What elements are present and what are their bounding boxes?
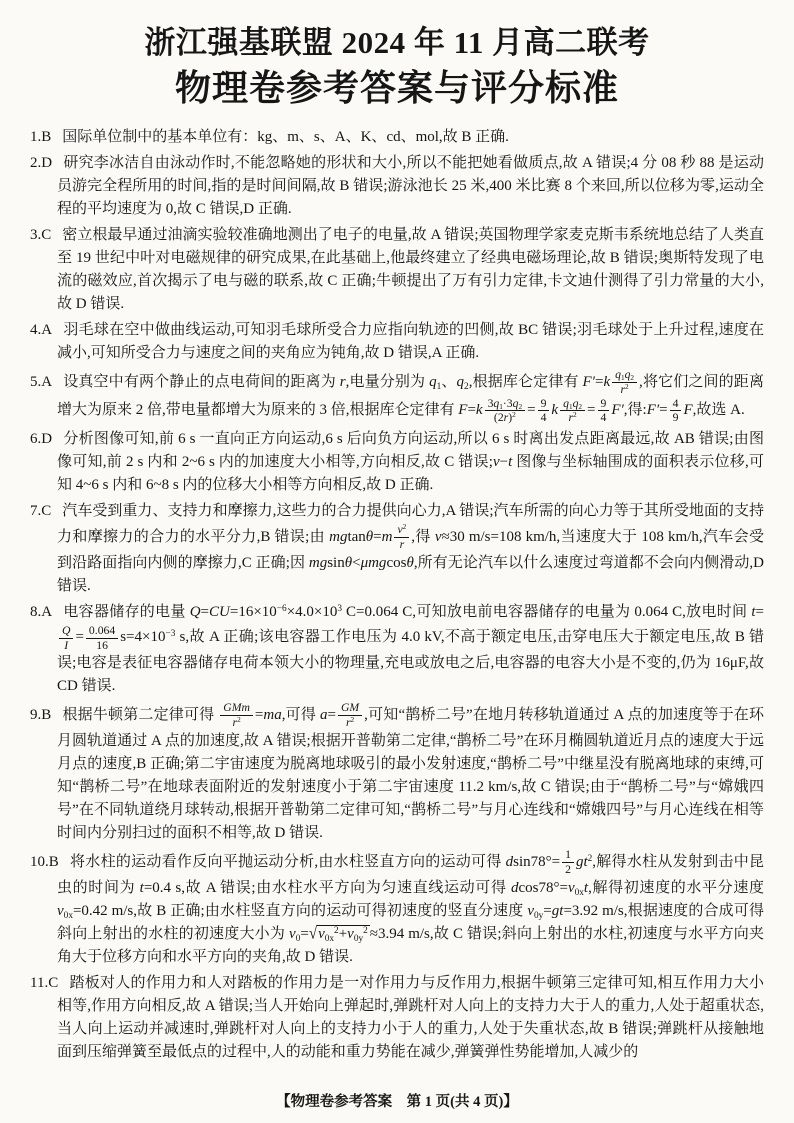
answer-item [30, 601, 764, 699]
answer-label: 11.C [30, 974, 59, 991]
answer-label: 5.A [30, 373, 53, 390]
answer-label: 8.A [30, 603, 53, 620]
answer-text: 根据牛顿第二定律可得 $\frac{\text{GMm}}{r^2}$ =ma,可得 a= $\frac{GM}{r^2}$ ,可知“鹊桥二号”在地月转移轨道通过 A 点的加速度等于在环月圆轨道通过 A 点的加速度,故 A 错误;根据开普勒第二定律,“鹊桥二号”在环月椭圆轨道近月点的速度大于远月点的速度,B 正确;第二宇宙速度为脱离地球吸引的最小发射速度,“鹊桥二号”中继星没有脱离地球的束缚,可知“鹊桥二号”在地球表面附近的发射速度小于第二宇宙速度 11.2 km/s,故 C 错误;由于“鹊桥二号”与“嫦娥四号”在不同轨道绕月球转动,根据开普勒第二定律可知,“鹊桥二号”与月心连线和“嫦娥四号”与月心连线在相等时间内分别扫过的面积不相等,故 D 错误. [57, 701, 764, 841]
answer-text: 国际单位制中的基本单位有：kg、m、s、A、K、cd、mol,故 B 正确. [62, 128, 509, 145]
answer-label: 7.C [30, 503, 52, 520]
answer-text: 将水柱的运动看作反向平抛运动分析,由水柱竖直方向的运动可得 dsin78°= $\frac{1}{2}$ $gt^2$,解得水柱从发射到击中昆虫的时间为 t=0.4 s,故 A 错误;由水柱水平方向为匀速直线运动可得 $dcos78^\circ=v_{0x}t$,解得初速度的水平分速度 $v_{0x}=0.42$ m/s,故 B 正确;由水柱竖直方向的运动可得初速度的竖直分速度 $v_{0y}=gt=3.92$ m/s,根据速度的合成可得斜向上射出的水柱的初速度大小为 $v_0=√v_{0x}^2+v_{0y}^2 \approx 3.94$ m/s,故 C 错误;斜向上射出的水柱,初速度与水平方向夹角大于位移方向和水平方向的夹角,故 D 错误. [57, 847, 764, 965]
answer-label: 9.B [30, 707, 52, 724]
answer-item [30, 428, 764, 497]
answer-item [30, 152, 764, 221]
answer-text: 羽毛球在空中做曲线运动,可知羽毛球所受合力应指向轨迹的凹侧,故 BC 错误;羽毛球处于上升过程,速度在减小,可知所受合力与速度之间的夹角应为钝角,故 D 错误,A 正确. [57, 321, 764, 361]
answer-item [30, 224, 764, 316]
answer-item [30, 972, 764, 1064]
answer-text: 电容器储存的电量 $Q=CU=16\times 10^{-6}\times 4.0\times 10^3$ C=0.064 C,可知放电前电容器储存的电量为 0.064 C,放电时间 t= $\frac{Q}{I}$ = $\frac{0.064}{16}$ $s=4\times 10^{-3}$ s,故 A 正确;该电容器工作电压为 4.0 kV,不高于额定电压,击穿电压大于额定电压,故 B 错误;电容是表征电容器储存电荷本领大小的物理量,充电或放电之后,电容器的电容大小是不变的,仍为 16μF,故 CD 错误. [57, 603, 764, 695]
answer-item [30, 368, 764, 425]
answer-item [30, 848, 764, 969]
answer-text: 设真空中有两个静止的点电荷间的距离为 r,电量分别为 $q_1$、$q_2$,根据库仑定律有 F′=k $\frac{q_1q_2}{r^2}$ ,将它们之间的距离增大为原来 2 倍,带电量都增大为原来的 3 倍,根据库仑定律有 F=k $\frac{3q_1\cdot 3q_2}{(2r)^2}$ = $\frac{9}{4}$ k $\frac{q_1q_2}{r^2}$ = $\frac{9}{4}$ F′,得:F′= $\frac{4}{9}$ F,故选 A. [57, 367, 764, 425]
answer-label: 6.D [30, 431, 53, 448]
exam-title: 浙江强基联盟 2024 年 11 月高二联考 [144, 25, 650, 60]
answer-item [30, 319, 764, 365]
answer-text: 分析图像可知,前 6 s 一直向正方向运动,6 s 后向负方向运动,所以 6 s 时离出发点距离最远,故 AB 错误;由图像可知,前 2 s 内和 2~6 s 内的加速度大小相等,方向相反,故 C 错误;v−t 图像与坐标轴围成的面积表示位移,可知 4~6 s 内和 6~8 s 内的位移大小相等方向相反,故 D 正确. [57, 431, 764, 494]
page-subtitle: 物理卷参考答案与评分标准 [174, 67, 619, 108]
answer-text: 汽车受到重力、支持力和摩擦力,这些力的合力提供向心力,A 错误;汽车所需的向心力等于其所受地面的支持力和摩擦力的合力的水平分力,B 错误;由 mgtanθ=m $\frac{v^2}{r}$ ,得 v≈30 m/s=108 km/h,当速度大于 108 km/h,汽车会受到沿路面指向内侧的摩擦力,C 正确;因 mgsinθ<μmgcosθ,所有无论汽车以什么速度过弯道都不会向内侧滑动,D 错误. [57, 503, 764, 594]
answer-item [30, 126, 764, 149]
answer-label: 1.B [30, 128, 52, 145]
page-footer: 【物理卷参考答案 第 1 页(共 4 页)】 [276, 1094, 518, 1110]
answer-item [30, 701, 764, 845]
answer-text: 研究李冰洁自由泳动作时,不能忽略她的形状和大小,所以不能把她看做质点,故 A 错误;4 分 08 秒 88 是运动员游完全程所用的时间,指的是时间间隔,故 B 错误;游泳池长 25 米,400 米比赛 8 个来回,所以位移为零,运动全程的平均速度为 0,故 C 错误,D 正确. [57, 154, 764, 217]
answers-list [30, 126, 764, 1064]
answer-label: 2.D [30, 154, 53, 171]
answer-label: 4.A [30, 321, 53, 338]
answer-text: 踏板对人的作用力和人对踏板的作用力是一对作用力与反作用力,根据牛顿第三定律可知,相互作用力大小相等,作用方向相反,故 A 错误;当人开始向上弹起时,弹跳杆对人向上的支持力大于人的重力,人处于超重状态,当人向上运动并减速时,弹跳杆对人向上的支持力小于人的重力,人处于失重状态,故 B 错误;弹跳杆从接触地面到压缩弹簧至最低点的过程中,人的动能和重力势能在减少,弹簧弹性势能增加,人减少的 [57, 974, 764, 1060]
answer-item [30, 500, 764, 598]
answer-text: 密立根最早通过油滴实验较准确地测出了电子的电量,故 A 错误;英国物理学家麦克斯韦系统地总结了人类直至 19 世纪中叶对电磁规律的研究成果,在此基础上,他最终建立了经典电磁场理论,故 B 错误;奥斯特发现了电流的磁效应,首次揭示了电与磁的联系,故 C 正确;牛顿提出了万有引力定律,卡文迪什测得了引力常量的大小,故 D 错误. [57, 226, 764, 312]
answer-label: 3.C [30, 226, 52, 243]
answer-label: 10.B [30, 853, 59, 870]
